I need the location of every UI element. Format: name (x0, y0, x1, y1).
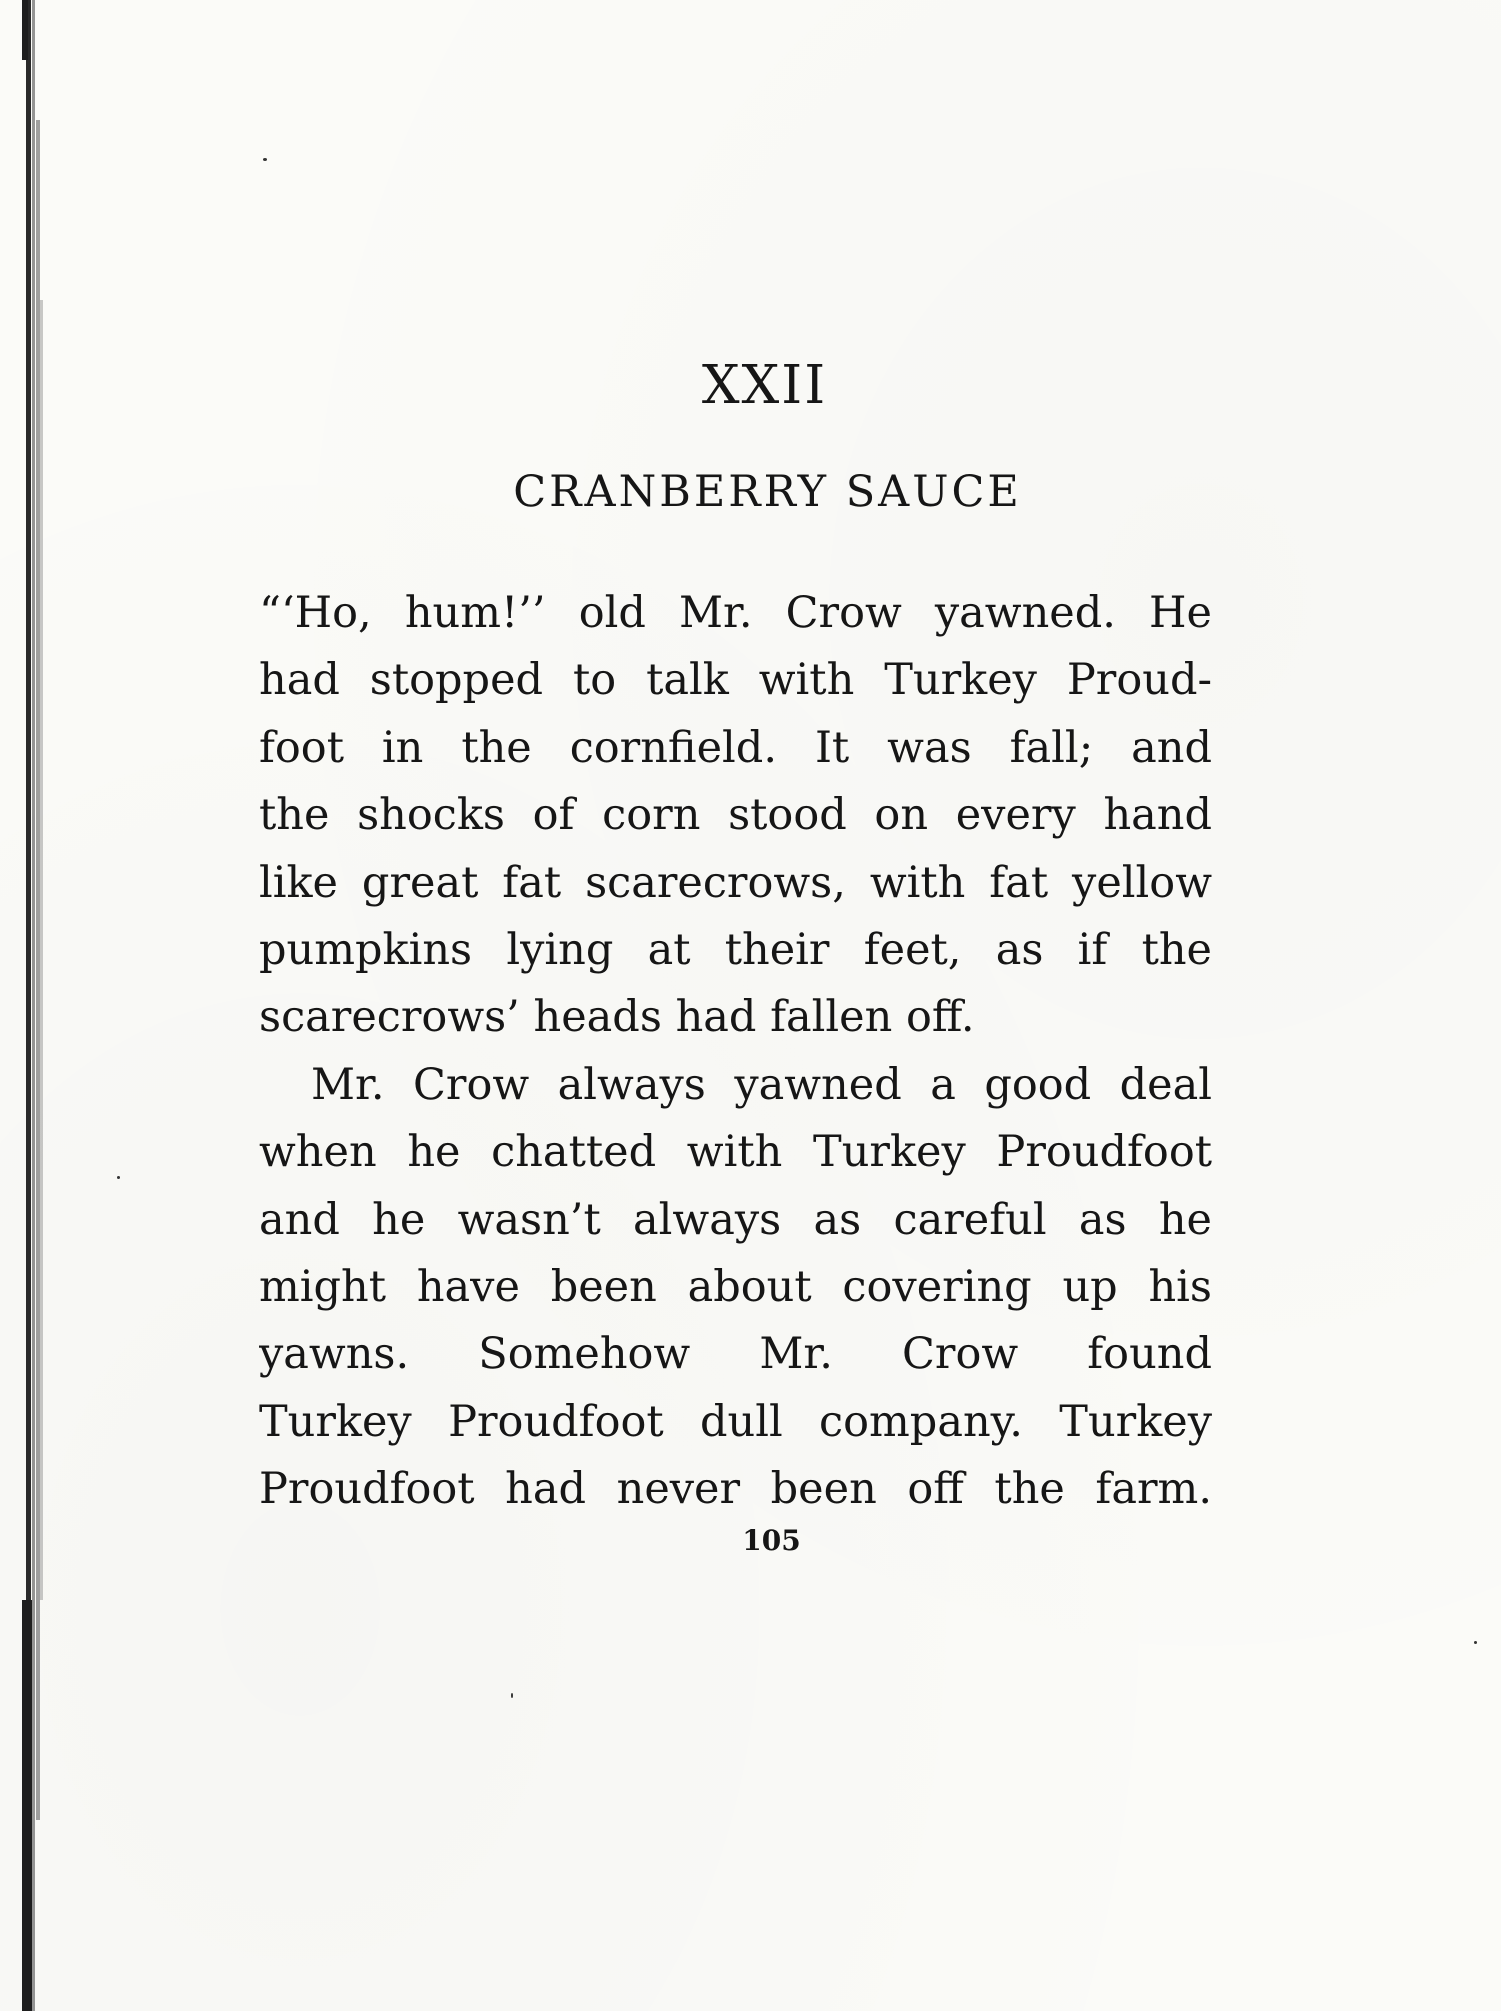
text-line: scarecrows’ heads had fallen off. (259, 992, 975, 1043)
text-line: Turkey Proudfoot dull company. Turkey (259, 1396, 1212, 1447)
text-line: might have been about covering up his (259, 1261, 1212, 1312)
scan-speck (263, 158, 267, 161)
scan-speck (117, 1176, 120, 1179)
text-line: “‘Ho, hum!’’ old Mr. Crow yawned. He (259, 588, 1212, 638)
page-number: 105 (742, 1524, 801, 1557)
text-line: had stopped to talk with Turkey Proud- (259, 655, 1212, 706)
text-line: and he wasn’t always as careful as he (259, 1194, 1212, 1245)
text-line: Mr. Crow always yawned a good deal (311, 1059, 1212, 1110)
text-line: like great fat scarecrows, with fat yellow (259, 857, 1212, 908)
scan-speck (511, 1693, 513, 1698)
text-line: Proudfoot had never been off the farm. (259, 1464, 1212, 1515)
text-line: when he chatted with Turkey Proudfoot (259, 1127, 1212, 1178)
chapter-title: CRANBERRY SAUCE (513, 467, 1022, 517)
chapter-number: XXII (701, 355, 828, 416)
scan-speck (1474, 1641, 1477, 1644)
book-binding-shadow (22, 0, 48, 2011)
text-line: yawns. Somehow Mr. Crow found (259, 1329, 1212, 1380)
text-line: pumpkins lying at their feet, as if the (259, 924, 1212, 975)
text-line: the shocks of corn stood on every hand (259, 790, 1212, 841)
chapter-body-text (259, 580, 1212, 1523)
text-line: foot in the cornfield. It was fall; and (259, 722, 1212, 773)
